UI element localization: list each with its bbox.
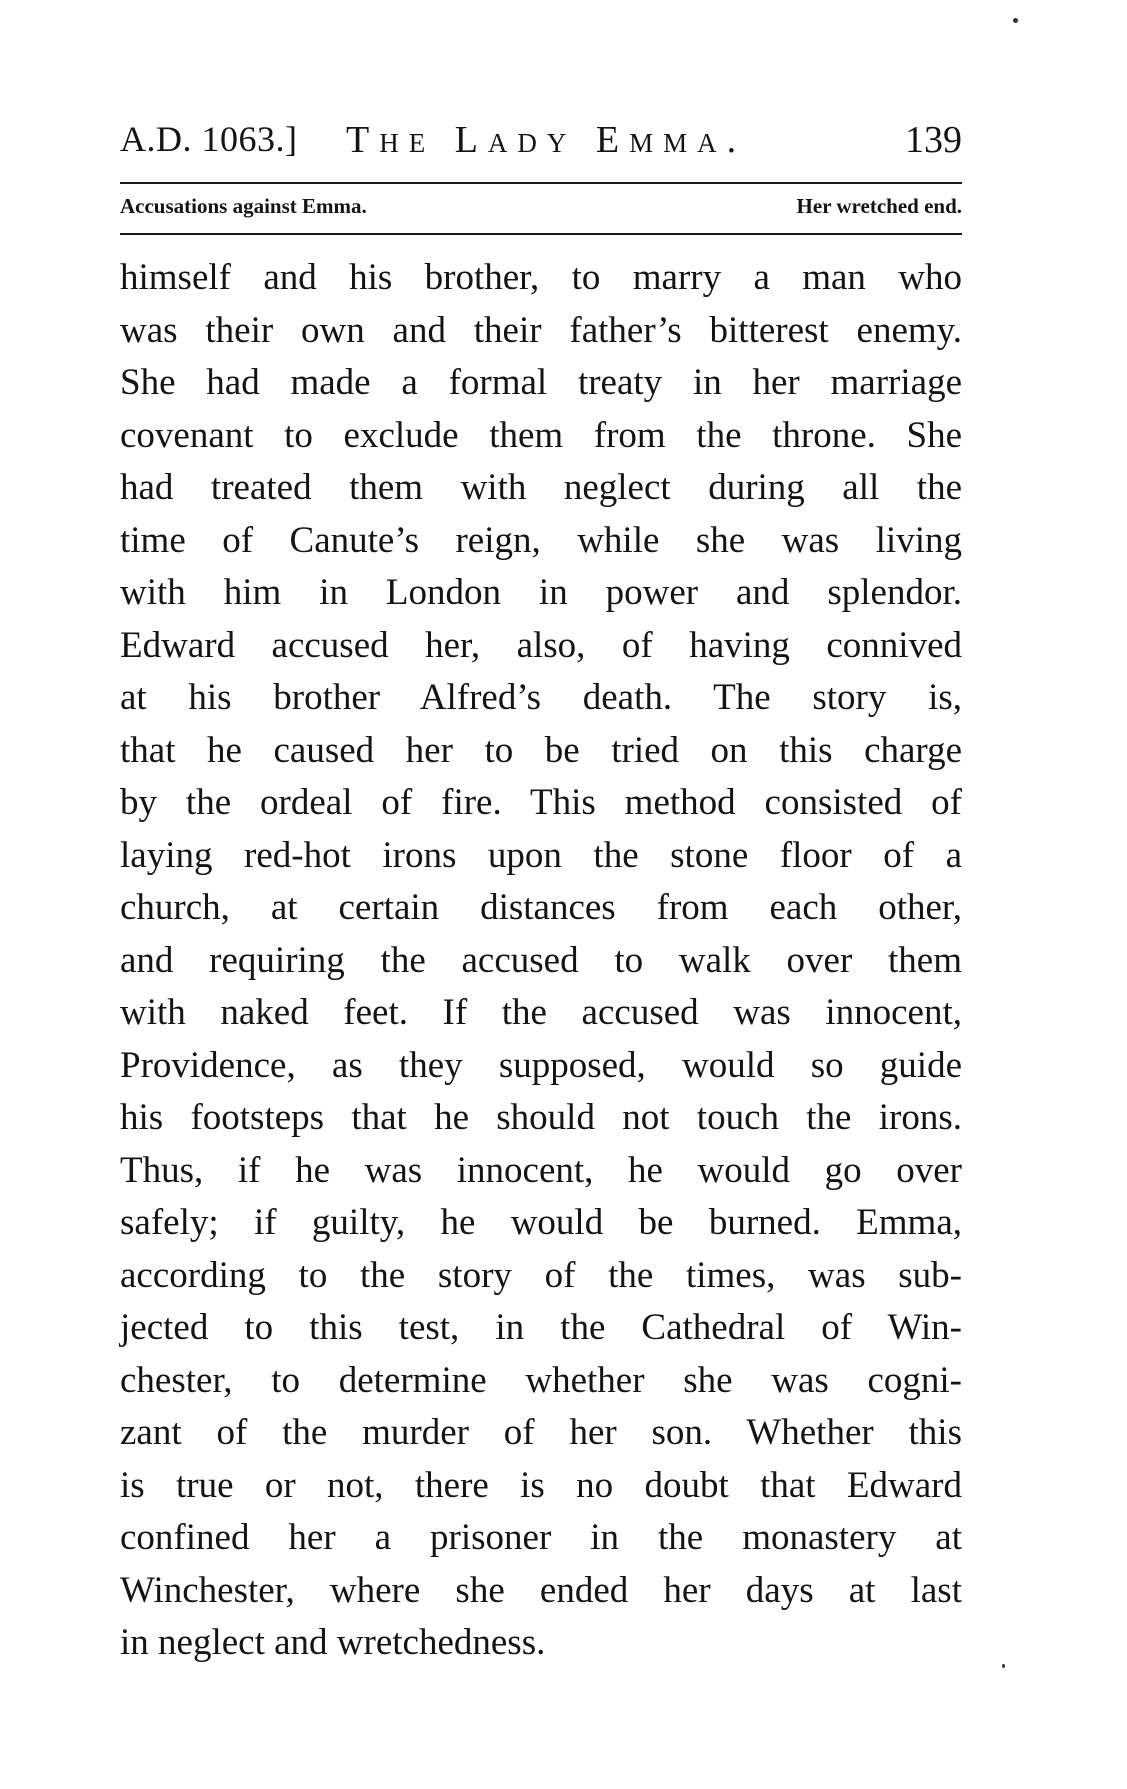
text-line: zant of the murder of her son. Whether this [120,1412,962,1453]
scan-speck [1002,1664,1005,1668]
text-line: had treated them with neglect during all the [120,467,962,508]
text-line: was their own and their father’s bitterest enemy. [120,309,962,351]
text-line: by the ordeal of fire. This method consisted of [120,782,962,823]
text-line: himself and his brother, to marry a man who [120,257,962,298]
text-line: that he caused her to be tried on this charge [120,729,962,771]
text-line: is true or not, there is no doubt that Edward [120,1464,962,1506]
text-line: Winchester, where she ended her days at last [120,1569,962,1611]
page-number: 139 [905,119,962,161]
text-line: time of Canute’s reign, while she was living [120,519,962,561]
text-line: chester, to determine whether she was cogni- [120,1359,962,1401]
text-line: She had made a formal treaty in her marriage [120,362,962,403]
body-text [120,252,962,1670]
text-line: church, at certain distances from each other, [120,887,962,928]
text-line: according to the story of the times, was sub- [120,1254,962,1296]
text-line: confined her a prisoner in the monastery at [120,1517,962,1558]
subheader-left: Accusations against Emma. [120,194,367,218]
header-rule-bottom [120,233,962,235]
text-line: Thus, if he was innocent, he would go over [120,1149,962,1191]
text-line: covenant to exclude them from the throne. She [120,414,962,456]
text-line: his footsteps that he should not touch the irons. [120,1097,962,1138]
text-line: jected to this test, in the Cathedral of Win- [120,1307,962,1348]
scan-speck [1013,18,1018,23]
running-header [120,118,962,170]
running-header-title: The Lady Emma. [346,119,747,161]
text-line: laying red-hot irons upon the stone floor of a [120,834,962,876]
text-line: with him in London in power and splendor. [120,572,962,613]
text-line: Providence, as they supposed, would so guide [120,1044,962,1086]
subheader-right: Her wretched end. [796,194,962,218]
header-rule-top [120,182,962,184]
topic-subheader [120,194,962,224]
text-line: with naked feet. If the accused was innocent, [120,992,962,1033]
text-line: at his brother Alfred’s death. The story is, [120,677,962,718]
running-header-date: A.D. 1063.] [120,119,298,159]
text-line: safely; if guilty, he would be burned. Emma, [120,1202,962,1243]
text-line: Edward accused her, also, of having connived [120,624,962,666]
text-line: in neglect and wretchedness. [120,1622,546,1663]
text-line: and requiring the accused to walk over them [120,939,962,981]
